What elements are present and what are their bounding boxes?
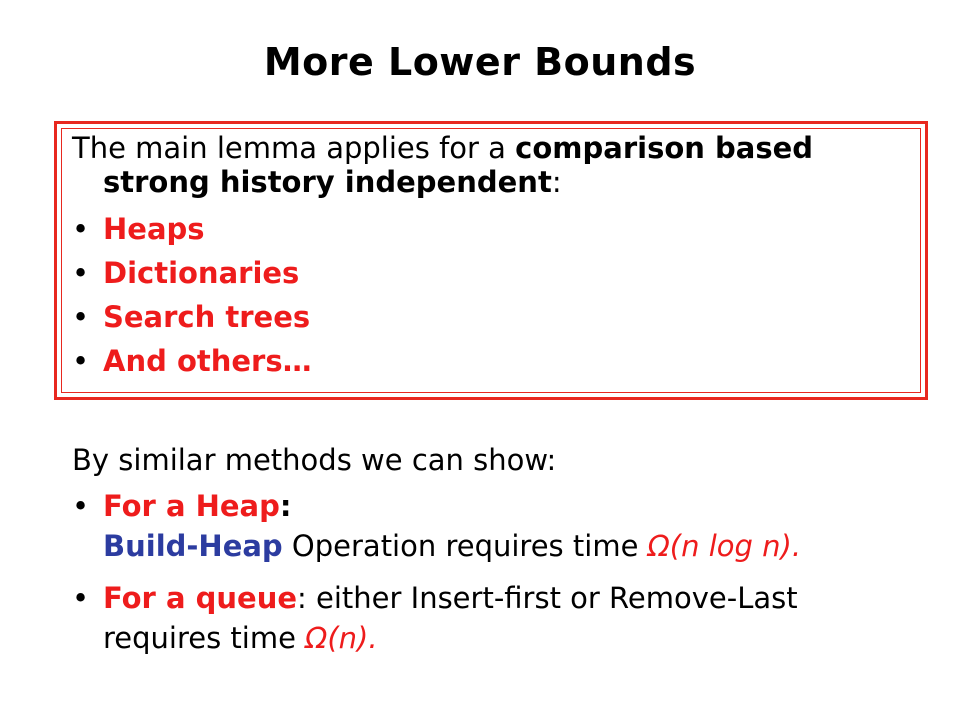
heap-colon: : (279, 489, 292, 523)
bullet-icon: • (72, 212, 90, 246)
intro-bold-comparison: comparison based (515, 131, 814, 165)
queue-bound: Ω(n). (305, 621, 378, 655)
lower-intro: By similar methods we can show: (72, 443, 557, 477)
heap-text: Operation requires time (282, 529, 648, 563)
heap-bound: Ω(n log n). (647, 529, 802, 563)
box-intro-line2 (103, 165, 562, 199)
queue-text2: requires time (103, 621, 306, 655)
heap-line1 (103, 489, 292, 523)
list-item-search-trees: Search trees (103, 300, 311, 334)
list-item-dictionaries: Dictionaries (103, 256, 300, 290)
bullet-icon: • (72, 581, 90, 615)
queue-line1 (103, 581, 798, 615)
queue-label: For a queue (103, 581, 298, 615)
bullet-icon: • (72, 344, 90, 378)
list-item-others: And others… (103, 344, 312, 378)
intro-suffix: : (551, 165, 562, 199)
queue-line2 (103, 621, 378, 655)
box-intro-line1 (72, 131, 813, 165)
intro-prefix: The main lemma applies for a (72, 131, 516, 165)
bullet-icon: • (72, 300, 90, 334)
list-item-heaps: Heaps (103, 212, 205, 246)
queue-text: : either Insert-first or Remove-Last (297, 581, 798, 615)
heap-line2 (103, 529, 801, 563)
heap-label: For a Heap (103, 489, 280, 523)
bullet-icon: • (72, 256, 90, 290)
bullet-icon: • (72, 489, 90, 523)
intro-bold-history: strong history independent (103, 165, 552, 199)
slide-title: More Lower Bounds (263, 40, 697, 84)
heap-op: Build-Heap (103, 529, 283, 563)
